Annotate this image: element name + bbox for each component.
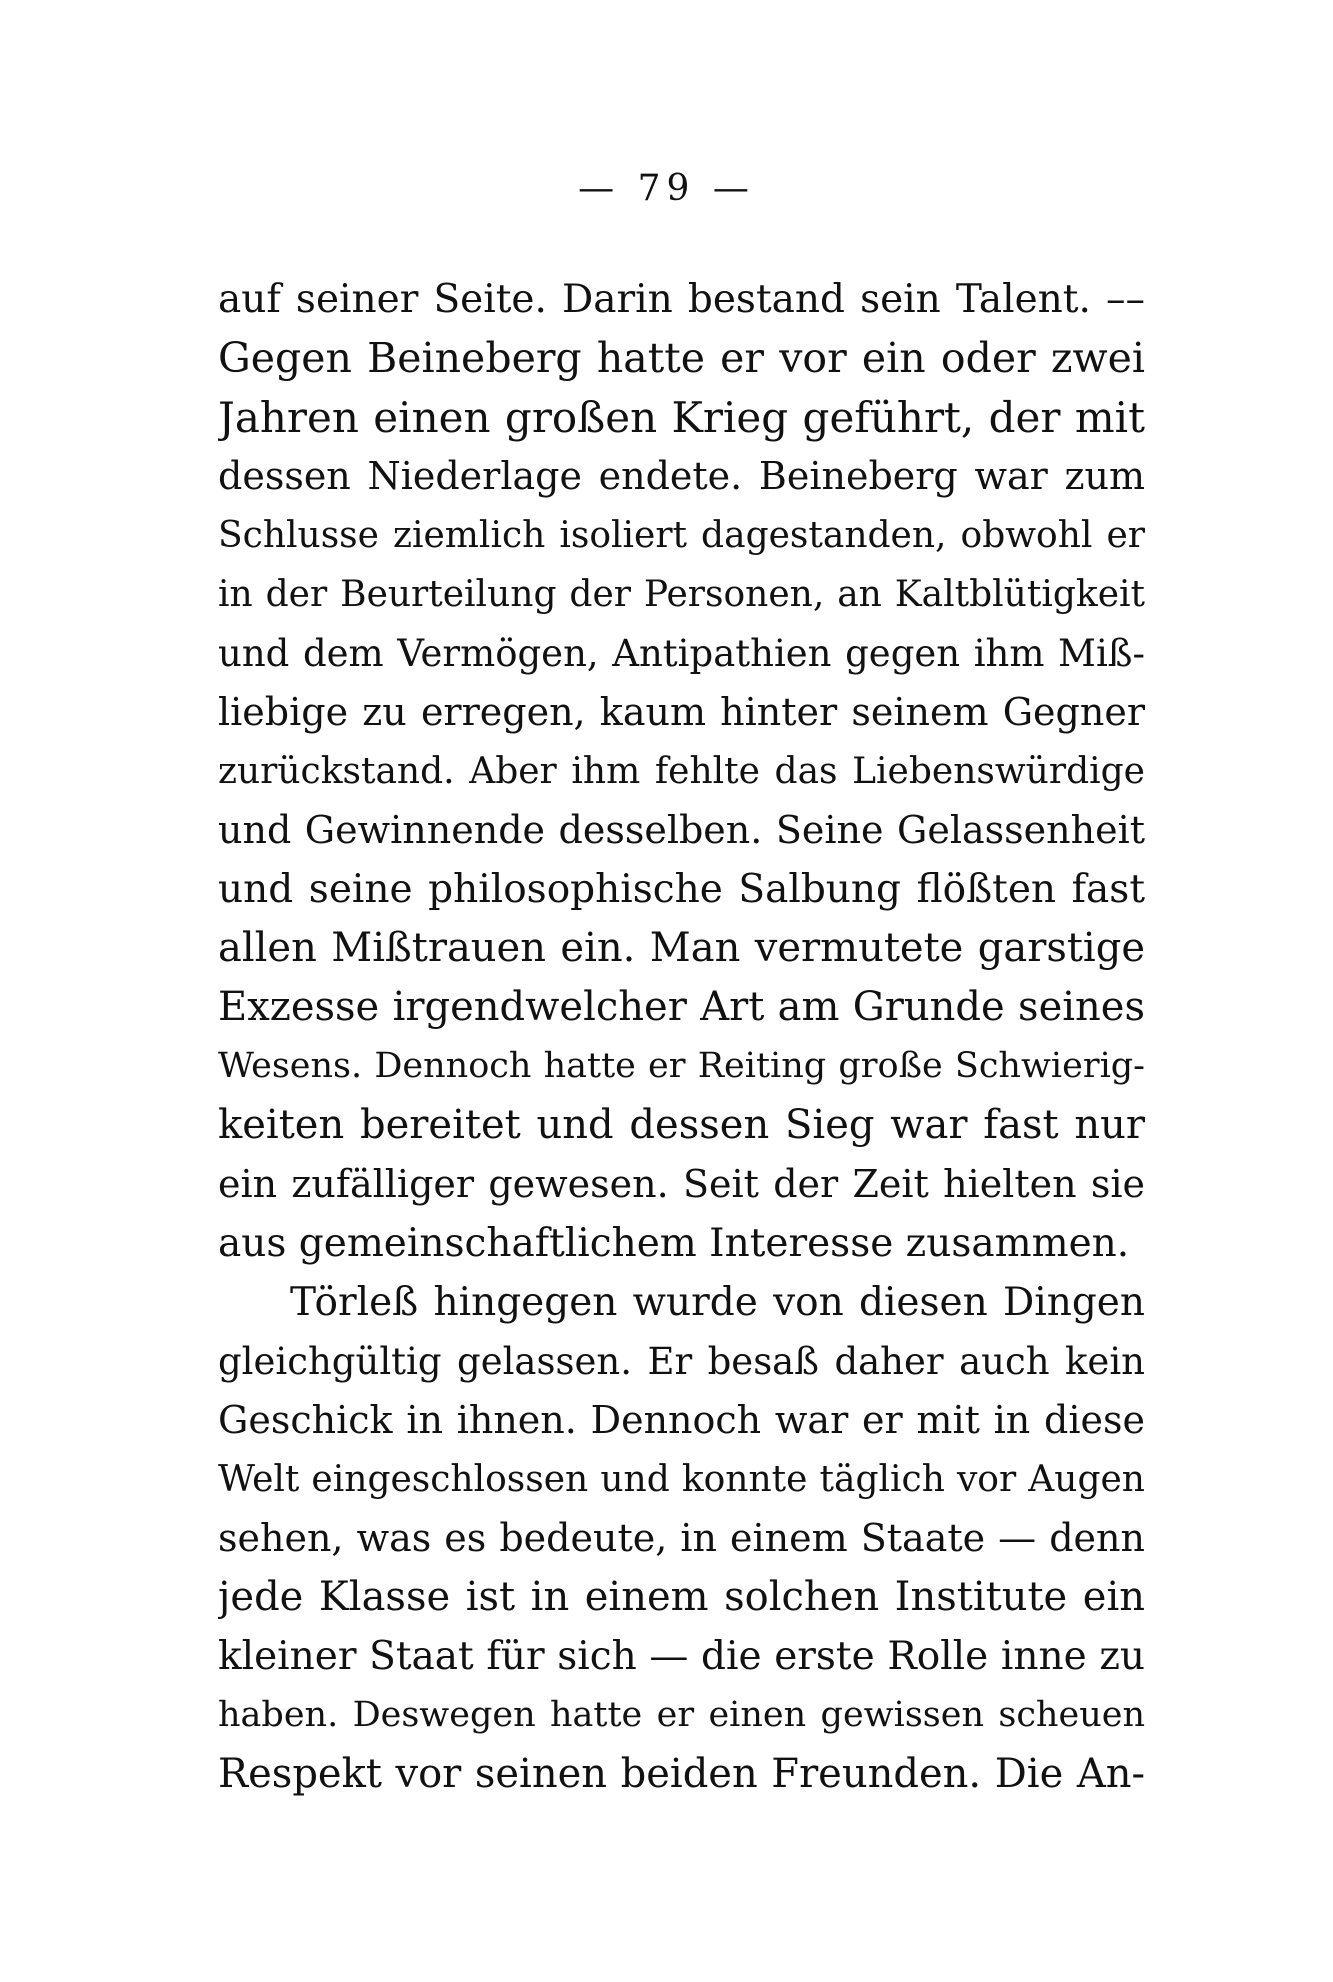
- text-line: Geschick in ihnen. Dennoch war er mit in diese: [218, 1398, 1145, 1442]
- text-line: dessen Niederlage endete. Beineberg war zum: [218, 454, 1145, 498]
- text-line: und seine philosophische Salbung flößten fast: [218, 867, 1145, 912]
- text-line: Welt eingeschlossen und konnte täglich vor Augen: [218, 1459, 1145, 1500]
- text-line: keiten bereitet und dessen Sieg war fast nur: [218, 1102, 1145, 1148]
- text-line: Wesens. Dennoch hatte er Reiting große Schwierig-: [218, 1046, 1145, 1086]
- text-line: gleichgültig gelassen. Er besaß daher auch kein: [218, 1340, 1145, 1383]
- text-line: jede Klasse ist in einem solchen Institute ein: [218, 1574, 1145, 1620]
- page-number: — 79 —: [578, 168, 755, 209]
- text-line: Respekt vor seinen beiden Freunden. Die An-: [218, 1751, 1145, 1797]
- text-line: kleiner Staat für sich — die erste Rolle inne zu: [218, 1634, 1145, 1679]
- text-line: auf seiner Seite. Darin bestand sein Talent. ––: [218, 277, 1145, 322]
- text-line: in der Beurteilung der Personen, an Kaltblütigkeit: [218, 574, 1145, 615]
- text-line: aus gemeinschaftlichem Interesse zusammen.: [218, 1221, 1130, 1266]
- text-line: zurückstand. Aber ihm fehlte das Liebenswürdige: [218, 751, 1145, 792]
- text-line: liebige zu erregen, kaum hinter seinem Gegner: [218, 690, 1145, 734]
- paragraph-start-line: Törleß hingegen wurde von diesen Dingen: [290, 1280, 1145, 1325]
- text-line: Schlusse ziemlich isoliert dagestanden, obwohl er: [218, 515, 1145, 556]
- text-line: Jahren einen großen Krieg geführt, der mit: [218, 393, 1145, 442]
- text-line: Exzesse irgendwelcher Art am Grunde seines: [218, 984, 1145, 1030]
- text-line: und dem Vermögen, Antipathien gegen ihm Miß-: [218, 632, 1145, 675]
- text-line: allen Mißtrauen ein. Man vermutete garstige: [218, 925, 1145, 971]
- text-line: ein zufälliger gewesen. Seit der Zeit hielten sie: [218, 1162, 1145, 1206]
- text-line: Gegen Beineberg hatte er vor ein oder zwei: [218, 334, 1145, 382]
- text-line: haben. Deswegen hatte er einen gewissen scheuen: [218, 1695, 1145, 1735]
- text-line: sehen, was es bedeute, in einem Staate — denn: [218, 1516, 1145, 1560]
- body-text: [218, 270, 1145, 1804]
- text-line: und Gewinnende desselben. Seine Gelassenheit: [218, 808, 1145, 852]
